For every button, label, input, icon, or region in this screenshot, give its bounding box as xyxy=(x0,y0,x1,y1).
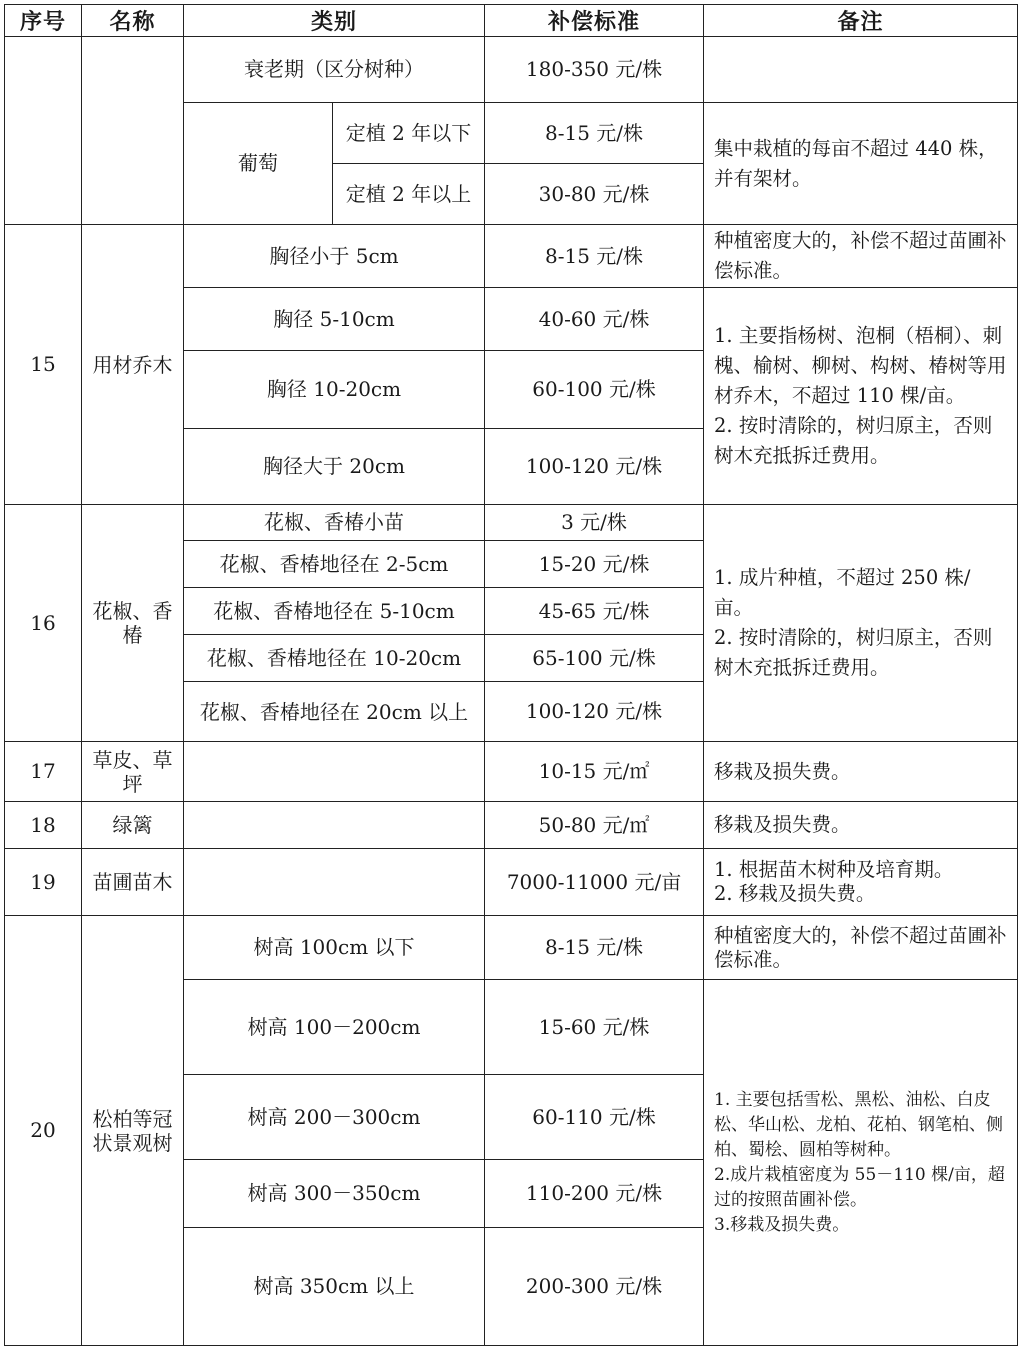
name-cell-empty xyxy=(82,37,184,225)
standard-cell: 10-15 元/㎡ xyxy=(485,742,704,802)
remark-line: 1. 成片种植，不超过 250 株/亩。 xyxy=(714,566,971,619)
compensation-table-page xyxy=(4,4,1018,1346)
remark-cell: 移栽及损失费。 xyxy=(704,742,1018,802)
table-row xyxy=(5,505,1018,541)
remark-line: 2. 移栽及损失费。 xyxy=(714,882,876,905)
standard-cell: 50-80 元/㎡ xyxy=(485,802,704,849)
table-row xyxy=(5,916,1018,980)
remark-cell xyxy=(704,980,1018,1346)
table-row xyxy=(5,225,1018,288)
name-cell: 草皮、草坪 xyxy=(82,742,184,802)
header-remark: 备注 xyxy=(704,5,1018,37)
table-row xyxy=(5,742,1018,802)
standard-cell: 60-110 元/株 xyxy=(485,1075,704,1160)
remark-cell-empty xyxy=(704,37,1018,103)
seq-cell: 15 xyxy=(5,225,82,505)
header-standard: 补偿标准 xyxy=(485,5,704,37)
standard-cell: 8-15 元/株 xyxy=(485,916,704,980)
seq-cell: 17 xyxy=(5,742,82,802)
category-cell: 树高 300－350cm xyxy=(184,1160,485,1228)
standard-cell: 65-100 元/株 xyxy=(485,635,704,682)
standard-cell: 8-15 元/株 xyxy=(485,225,704,288)
table-header-row xyxy=(5,5,1018,37)
header-name: 名称 xyxy=(82,5,184,37)
remark-line: 2. 按时清除的，树归原主，否则树木充抵拆迁费用。 xyxy=(714,414,993,467)
compensation-table xyxy=(4,4,1018,1346)
seq-cell: 20 xyxy=(5,916,82,1346)
category-cell: 花椒、香椿小苗 xyxy=(184,505,485,541)
remark-cell xyxy=(704,288,1018,505)
standard-cell: 7000-11000 元/亩 xyxy=(485,849,704,916)
standard-cell: 40-60 元/株 xyxy=(485,288,704,351)
category-cell: 花椒、香椿地径在 2-5cm xyxy=(184,541,485,588)
standard-cell: 100-120 元/株 xyxy=(485,682,704,742)
seq-cell: 18 xyxy=(5,802,82,849)
table-row xyxy=(5,802,1018,849)
category-cell xyxy=(184,802,485,849)
remark-line: 2.成片栽植密度为 55－110 棵/亩，超过的按照苗圃补偿。 xyxy=(714,1164,1005,1210)
standard-cell: 110-200 元/株 xyxy=(485,1160,704,1228)
name-cell: 花椒、香椿 xyxy=(82,505,184,742)
remark-line: 3.移栽及损失费。 xyxy=(714,1214,850,1235)
category-cell: 树高 350cm 以上 xyxy=(184,1228,485,1346)
category-cell: 花椒、香椿地径在 5-10cm xyxy=(184,588,485,635)
name-cell: 苗圃苗木 xyxy=(82,849,184,916)
standard-cell: 45-65 元/株 xyxy=(485,588,704,635)
standard-cell: 3 元/株 xyxy=(485,505,704,541)
remark-cell: 集中栽植的每亩不超过 440 株，并有架材。 xyxy=(704,103,1018,225)
subcategory-cell: 定植 2 年以上 xyxy=(333,164,485,225)
remark-cell xyxy=(704,849,1018,916)
seq-cell-empty xyxy=(5,37,82,225)
standard-cell: 60-100 元/株 xyxy=(485,351,704,429)
remark-line: 1. 根据苗木树种及培育期。 xyxy=(714,858,954,881)
remark-cell: 种植密度大的，补偿不超过苗圃补偿标准。 xyxy=(704,916,1018,980)
table-row xyxy=(5,37,1018,103)
name-cell: 松柏等冠状景观树 xyxy=(82,916,184,1346)
remark-cell: 种植密度大的，补偿不超过苗圃补偿标准。 xyxy=(704,225,1018,288)
header-category: 类别 xyxy=(184,5,485,37)
category-cell: 花椒、香椿地径在 20cm 以上 xyxy=(184,682,485,742)
standard-cell: 200-300 元/株 xyxy=(485,1228,704,1346)
category-cell: 胸径 10-20cm xyxy=(184,351,485,429)
category-cell xyxy=(184,742,485,802)
seq-cell: 19 xyxy=(5,849,82,916)
category-cell-grape: 葡萄 xyxy=(184,103,333,225)
remark-line: 2. 按时清除的，树归原主，否则树木充抵拆迁费用。 xyxy=(714,626,993,679)
category-cell xyxy=(184,849,485,916)
name-cell: 用材乔木 xyxy=(82,225,184,505)
remark-cell: 移栽及损失费。 xyxy=(704,802,1018,849)
category-cell: 树高 200－300cm xyxy=(184,1075,485,1160)
seq-cell: 16 xyxy=(5,505,82,742)
standard-cell: 15-20 元/株 xyxy=(485,541,704,588)
header-seq: 序号 xyxy=(5,5,82,37)
remark-line: 1. 主要指杨树、泡桐（梧桐）、刺槐、榆树、柳树、构树、椿树等用材乔木，不超过 110 棵/亩。 xyxy=(714,324,1007,407)
category-cell: 胸径小于 5cm xyxy=(184,225,485,288)
category-cell: 胸径大于 20cm xyxy=(184,429,485,505)
name-cell: 绿篱 xyxy=(82,802,184,849)
subcategory-cell: 定植 2 年以下 xyxy=(333,103,485,164)
remark-line: 1. 主要包括雪松、黑松、油松、白皮松、华山松、龙柏、花柏、钢笔柏、侧柏、蜀桧、圆柏等树种。 xyxy=(714,1089,1004,1160)
standard-cell: 100-120 元/株 xyxy=(485,429,704,505)
category-cell: 树高 100cm 以下 xyxy=(184,916,485,980)
standard-cell: 180-350 元/株 xyxy=(485,37,704,103)
table-row xyxy=(5,849,1018,916)
remark-cell xyxy=(704,505,1018,742)
category-cell: 衰老期（区分树种） xyxy=(184,37,485,103)
standard-cell: 8-15 元/株 xyxy=(485,103,704,164)
standard-cell: 15-60 元/株 xyxy=(485,980,704,1075)
standard-cell: 30-80 元/株 xyxy=(485,164,704,225)
category-cell: 树高 100－200cm xyxy=(184,980,485,1075)
category-cell: 花椒、香椿地径在 10-20cm xyxy=(184,635,485,682)
category-cell: 胸径 5-10cm xyxy=(184,288,485,351)
